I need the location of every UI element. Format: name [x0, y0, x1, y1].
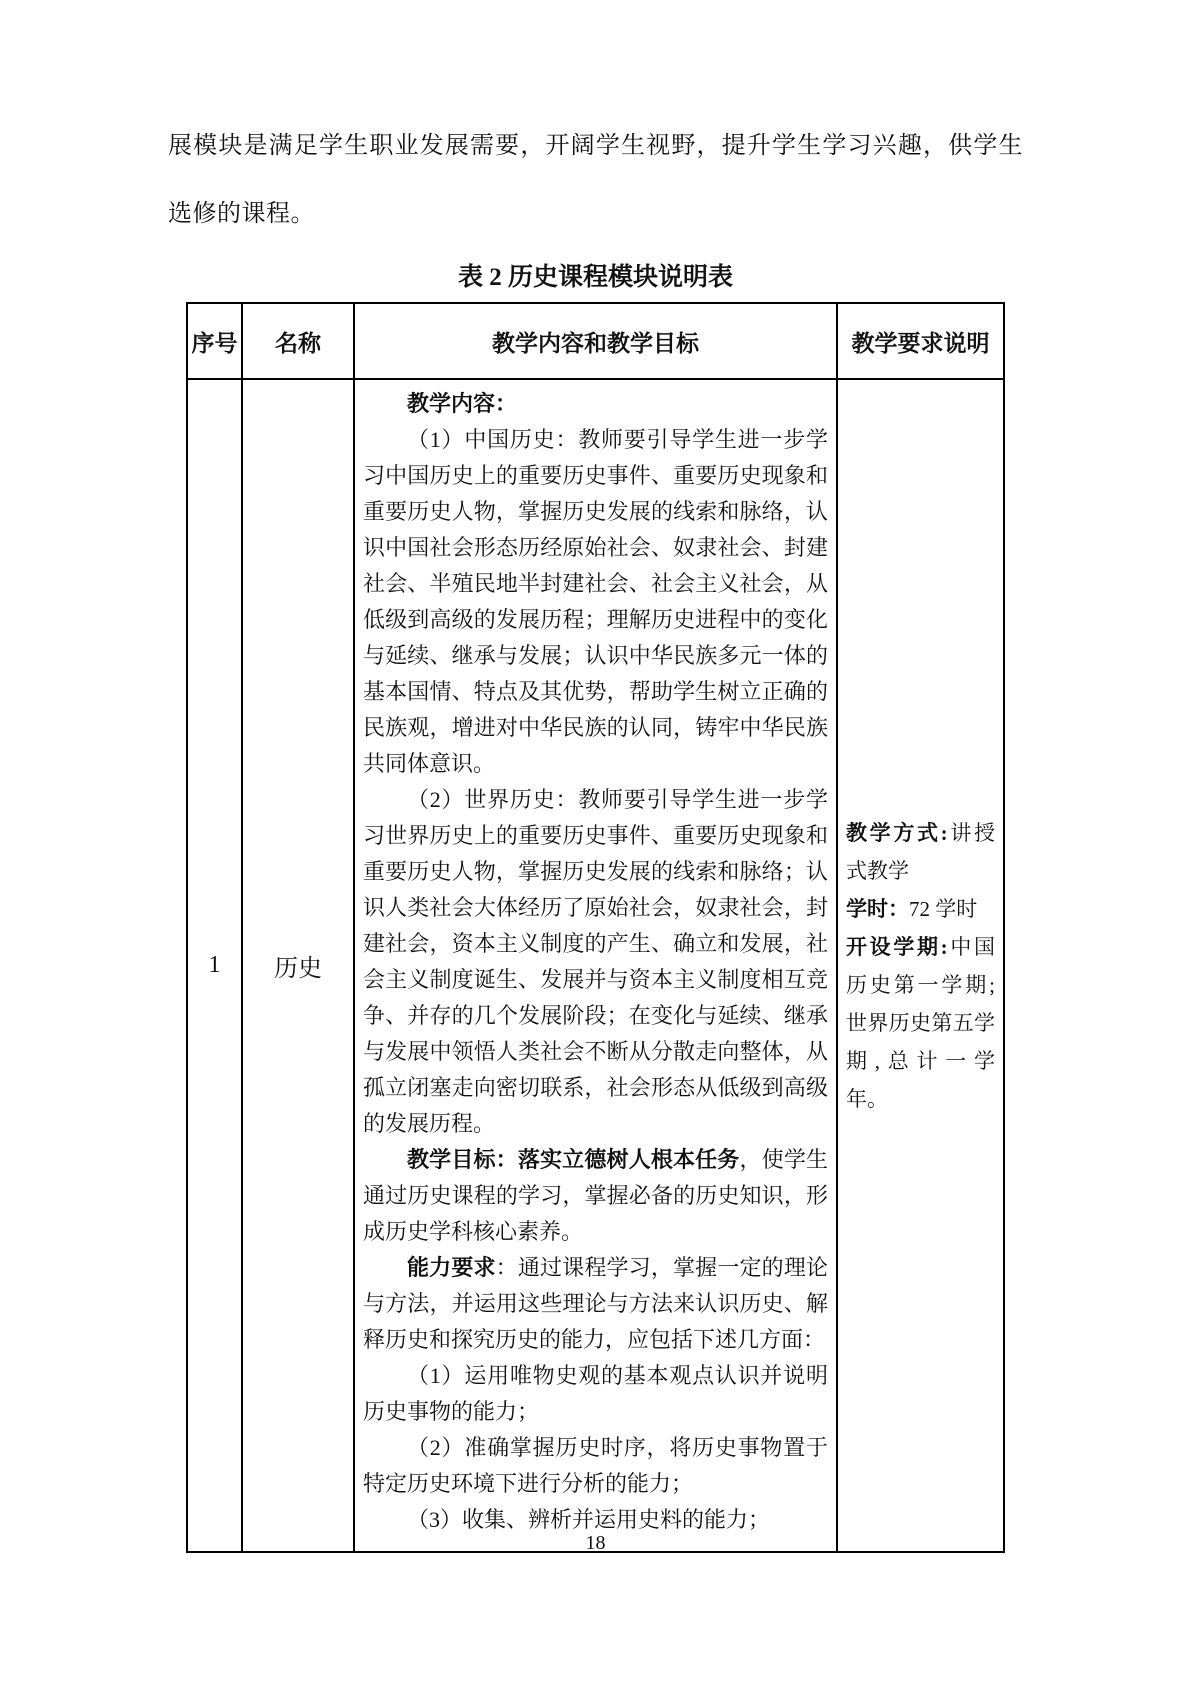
bold-text-run: 学时：: [846, 896, 909, 921]
requirement-paragraph: [846, 814, 995, 890]
content-paragraph: [363, 782, 828, 1142]
table-row: [187, 379, 1004, 1552]
text-run: 中国历史第一学期;世界历史第五学期,总计一学年。: [846, 934, 996, 1111]
cell-course-name: 历史: [242, 379, 354, 1552]
content-paragraph: [363, 386, 828, 422]
text-run: （2）世界历史：教师要引导学生进一步学习世界历史上的重要历史事件、重要历史现象和重要历史人物，掌握历史发展的线索和脉络；认识人类社会大体经历了原始社会，奴隶社会，封建社会，资本主义制度的产生、确立和发展，社会主义制度诞生、发展并与资本主义制度相互竞争、并存的几个发展阶段；在变化与延续、继承与发展中领悟人类社会不断从分散走向整体，从孤立闭塞走向密切联系，社会形态从低级到高级的发展历程。: [363, 787, 828, 1136]
bold-text-run: 开设学期:: [846, 934, 948, 959]
header-serial-number: 序号: [187, 303, 242, 379]
course-module-table: [186, 302, 1005, 1553]
cell-serial-number: 1: [187, 379, 242, 1552]
text-run: （3）收集、辨析并运用史料的能力；: [407, 1507, 771, 1532]
text-run: ：通过课程学习，掌握一定的理论与方法，并运用这些理论与方法来认识历史、解释历史和探究历史的能力，应包括下述几方面：: [363, 1255, 828, 1352]
content-paragraph: [363, 422, 828, 782]
header-name: 名称: [242, 303, 354, 379]
table-title: 表 2 历史课程模块说明表: [457, 264, 733, 291]
content-paragraph: [363, 1358, 828, 1430]
content-paragraph: [363, 1250, 828, 1358]
bold-text-run: 教学方式:: [846, 820, 948, 845]
requirement-paragraph: [846, 890, 995, 928]
requirement-paragraph: [846, 928, 995, 1118]
text-run: （2）准确掌握历史时序，将历史事物置于特定历史环境下进行分析的能力；: [363, 1435, 828, 1496]
teaching-content-text: [355, 380, 836, 1541]
text-run: ，使学生通过历史课程的学习，掌握必备的历史知识，形成历史学科核心素养。: [363, 1147, 828, 1244]
bold-text-run: 教学目标：落实立德树人根本任务: [407, 1147, 740, 1172]
cell-teaching-requirements: [837, 379, 1004, 1552]
intro-paragraph: 展模块是满足学生职业发展需要，开阔学生视野，提升学生学习兴趣，供学生选修的课程。: [168, 133, 1023, 227]
text-run: （1）中国历史：教师要引导学生进一步学习中国历史上的重要历史事件、重要历史现象和重要历史人物，掌握历史发展的线索和脉络，认识中国社会形态历经原始社会、奴隶社会、封建社会、半殖民地半封建社会、社会主义社会，从低级到高级的发展历程；理解历史进程中的变化与延续、继承与发展；认识中华民族多元一体的基本国情、特点及其优势，帮助学生树立正确的民族观，增进对中华民族的认同，铸牢中华民族共同体意识。: [363, 427, 828, 776]
text-run: （1）运用唯物史观的基本观点认识并说明历史事物的能力；: [363, 1363, 828, 1424]
table-header-row: [187, 303, 1004, 379]
text-run: 72 学时: [909, 896, 978, 921]
header-teaching-content-and-goals: 教学内容和教学目标: [354, 303, 837, 379]
teaching-requirements-text: [838, 810, 1003, 1122]
cell-teaching-content: [354, 379, 837, 1552]
bold-text-run: 教学内容：: [407, 391, 518, 416]
content-paragraph: [363, 1142, 828, 1250]
text-run: 讲授式教学: [846, 820, 996, 883]
content-paragraph: [363, 1430, 828, 1502]
bold-text-run: 能力要求: [407, 1255, 496, 1280]
page-number: 18: [585, 1532, 606, 1554]
page-content: [168, 112, 1023, 1553]
header-teaching-requirements: 教学要求说明: [837, 303, 1004, 379]
